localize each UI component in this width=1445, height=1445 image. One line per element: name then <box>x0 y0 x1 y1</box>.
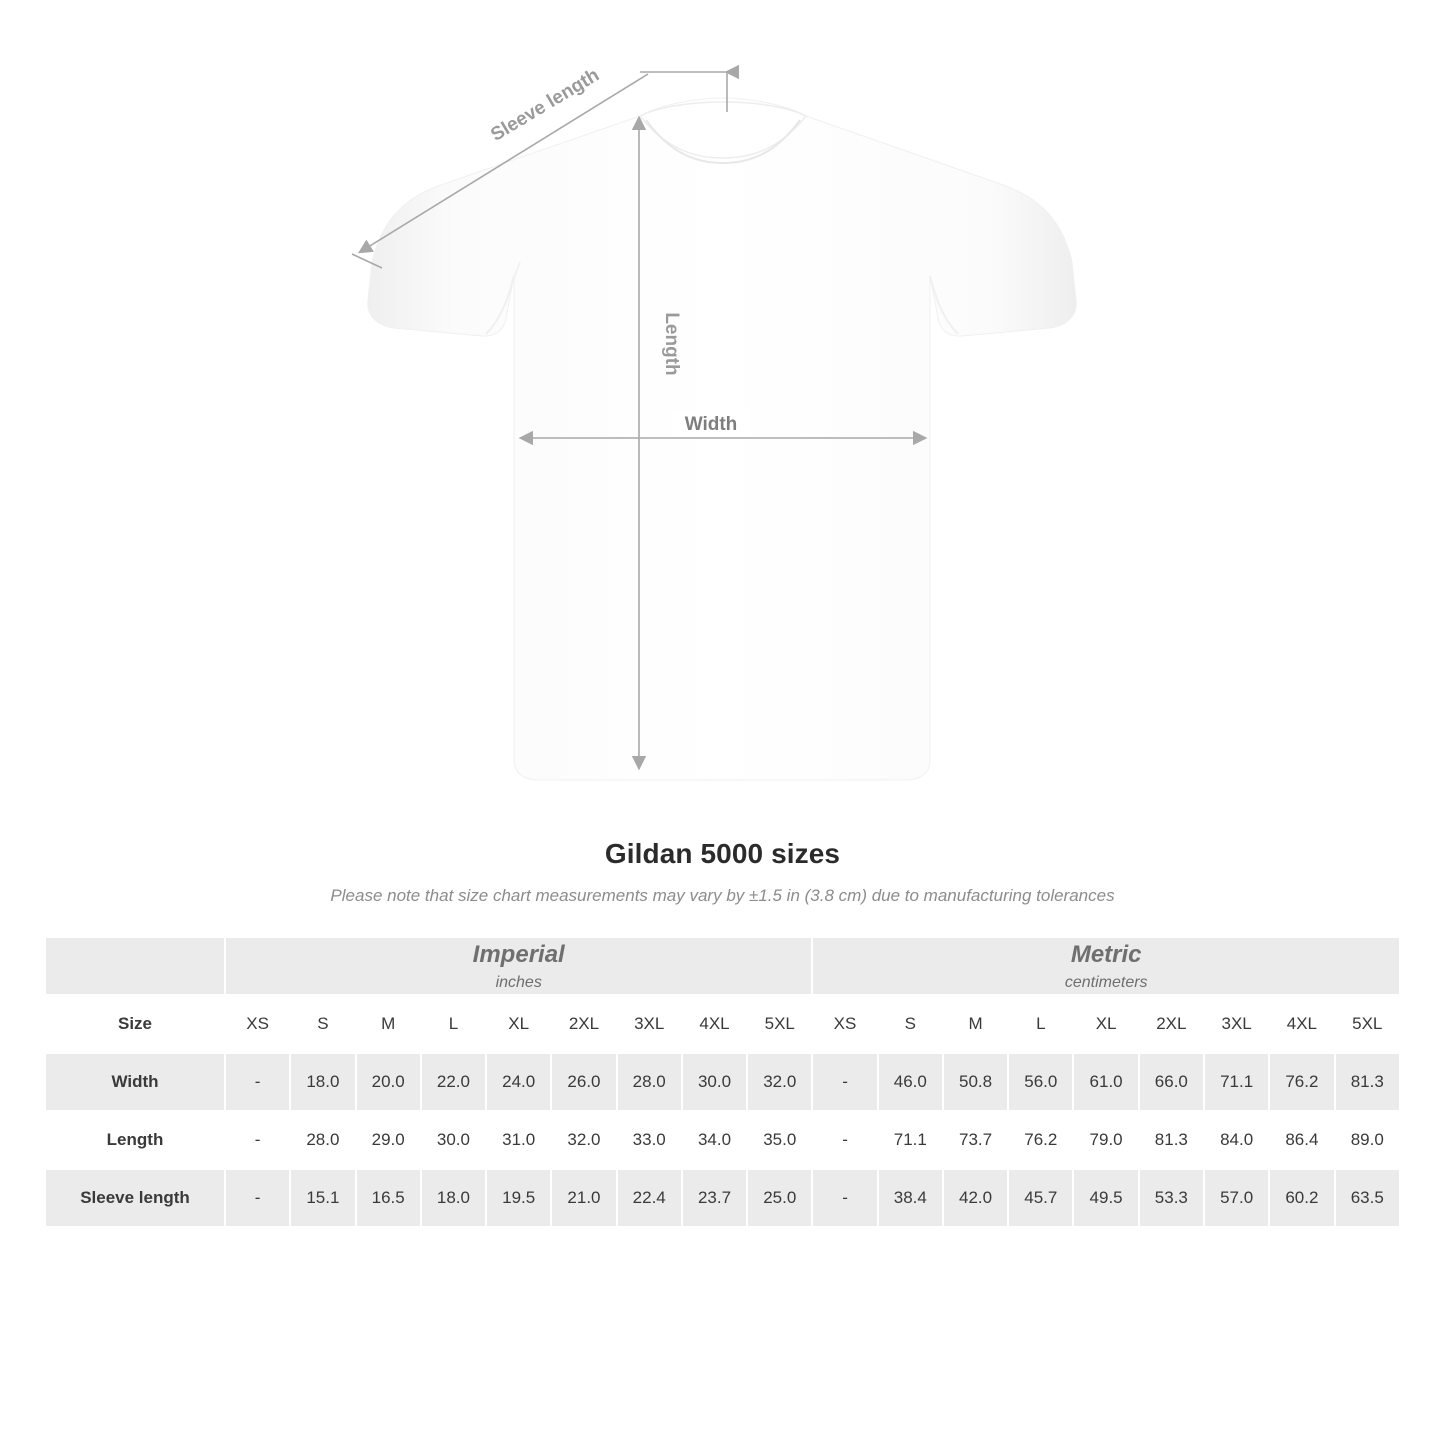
cell-width-imperial-l: 22.0 <box>421 1053 486 1111</box>
size-header-metric-4xl: 4XL <box>1269 995 1334 1053</box>
cell-width-metric-xl: 61.0 <box>1073 1053 1138 1111</box>
cell-sleeve-length-imperial-l: 18.0 <box>421 1169 486 1227</box>
cell-length-imperial-s: 28.0 <box>290 1111 355 1169</box>
cell-width-imperial-s: 18.0 <box>290 1053 355 1111</box>
unit-group-name: Imperial <box>472 941 565 968</box>
page-title: Gildan 5000 sizes <box>604 838 841 869</box>
table-row <box>45 1169 1400 1227</box>
cell-width-metric-5xl: 81.3 <box>1335 1053 1400 1111</box>
cell-length-metric-m: 73.7 <box>943 1111 1008 1169</box>
cell-length-metric-4xl: 86.4 <box>1269 1111 1334 1169</box>
size-table-container <box>44 936 1401 1228</box>
cell-sleeve-length-imperial-s: 15.1 <box>290 1169 355 1227</box>
cell-sleeve-length-imperial-4xl: 23.7 <box>682 1169 747 1227</box>
unit-group-metric <box>812 937 1400 995</box>
row-label-length: Length <box>45 1111 225 1169</box>
size-header-metric-l: L <box>1008 995 1073 1053</box>
cell-sleeve-length-imperial-3xl: 22.4 <box>617 1169 682 1227</box>
cell-length-imperial-3xl: 33.0 <box>617 1111 682 1169</box>
cell-width-imperial-m: 20.0 <box>356 1053 421 1111</box>
size-header-imperial-xs: XS <box>225 995 290 1053</box>
unit-group-sub: centimeters <box>1064 974 1148 991</box>
cell-sleeve-length-metric-xl: 49.5 <box>1073 1169 1138 1227</box>
size-header-imperial-s: S <box>290 995 355 1053</box>
cell-sleeve-length-metric-m: 42.0 <box>943 1169 1008 1227</box>
unit-group-name: Metric <box>1070 941 1142 968</box>
cell-length-imperial-5xl: 35.0 <box>747 1111 812 1169</box>
cell-sleeve-length-imperial-xl: 19.5 <box>486 1169 551 1227</box>
cell-sleeve-length-metric-3xl: 57.0 <box>1204 1169 1269 1227</box>
cell-width-metric-2xl: 66.0 <box>1139 1053 1204 1111</box>
cell-sleeve-length-metric-4xl: 60.2 <box>1269 1169 1334 1227</box>
cell-width-metric-l: 56.0 <box>1008 1053 1073 1111</box>
cell-length-imperial-4xl: 34.0 <box>682 1111 747 1169</box>
cell-width-imperial-2xl: 26.0 <box>551 1053 616 1111</box>
cell-width-imperial-xs: - <box>225 1053 290 1111</box>
size-header-metric-5xl: 5XL <box>1335 995 1400 1053</box>
cell-length-metric-s: 71.1 <box>878 1111 943 1169</box>
size-header-imperial-4xl: 4XL <box>682 995 747 1053</box>
cell-sleeve-length-imperial-2xl: 21.0 <box>551 1169 616 1227</box>
cell-sleeve-length-metric-2xl: 53.3 <box>1139 1169 1204 1227</box>
row-label-sleeve-length: Sleeve length <box>45 1169 225 1227</box>
width-label: Width <box>684 414 738 435</box>
cell-length-imperial-m: 29.0 <box>356 1111 421 1169</box>
cell-width-metric-4xl: 76.2 <box>1269 1053 1334 1111</box>
size-header-imperial-3xl: 3XL <box>617 995 682 1053</box>
cell-width-imperial-xl: 24.0 <box>486 1053 551 1111</box>
cell-length-metric-xl: 79.0 <box>1073 1111 1138 1169</box>
cell-sleeve-length-metric-5xl: 63.5 <box>1335 1169 1400 1227</box>
cell-sleeve-length-metric-xs: - <box>812 1169 877 1227</box>
size-header-imperial-2xl: 2XL <box>551 995 616 1053</box>
unit-group-row <box>45 937 1400 995</box>
cell-length-metric-2xl: 81.3 <box>1139 1111 1204 1169</box>
table-row <box>45 1053 1400 1111</box>
cell-width-metric-m: 50.8 <box>943 1053 1008 1111</box>
cell-length-metric-3xl: 84.0 <box>1204 1111 1269 1169</box>
size-header-row <box>45 995 1400 1053</box>
size-header-imperial-l: L <box>421 995 486 1053</box>
title-block <box>0 838 1445 906</box>
row-label-width: Width <box>45 1053 225 1111</box>
size-table <box>44 936 1401 1228</box>
unit-group-imperial <box>225 937 812 995</box>
size-header-imperial-xl: XL <box>486 995 551 1053</box>
size-header-metric-xs: XS <box>812 995 877 1053</box>
cell-width-imperial-4xl: 30.0 <box>682 1053 747 1111</box>
cell-length-imperial-2xl: 32.0 <box>551 1111 616 1169</box>
cell-sleeve-length-metric-s: 38.4 <box>878 1169 943 1227</box>
cell-width-metric-xs: - <box>812 1053 877 1111</box>
length-label: Length <box>661 312 682 376</box>
size-header-label: Size <box>45 995 225 1053</box>
cell-length-imperial-xs: - <box>225 1111 290 1169</box>
cell-sleeve-length-metric-l: 45.7 <box>1008 1169 1073 1227</box>
cell-width-imperial-3xl: 28.0 <box>617 1053 682 1111</box>
size-header-metric-2xl: 2XL <box>1139 995 1204 1053</box>
size-header-metric-xl: XL <box>1073 995 1138 1053</box>
unit-row-corner <box>45 937 225 995</box>
cell-length-metric-5xl: 89.0 <box>1335 1111 1400 1169</box>
cell-sleeve-length-imperial-5xl: 25.0 <box>747 1169 812 1227</box>
size-header-metric-s: S <box>878 995 943 1053</box>
cell-length-metric-xs: - <box>812 1111 877 1169</box>
size-header-imperial-5xl: 5XL <box>747 995 812 1053</box>
cell-length-imperial-l: 30.0 <box>421 1111 486 1169</box>
tolerance-note: Please note that size chart measurements may vary by ±1.5 in (3.8 cm) due to manufacturing tolerances <box>330 886 1115 905</box>
size-header-metric-m: M <box>943 995 1008 1053</box>
unit-group-sub: inches <box>495 974 542 991</box>
sleeve-length-label: Sleeve length <box>487 64 604 146</box>
size-header-imperial-m: M <box>356 995 421 1053</box>
table-row <box>45 1111 1400 1169</box>
cell-width-metric-3xl: 71.1 <box>1204 1053 1269 1111</box>
cell-length-metric-l: 76.2 <box>1008 1111 1073 1169</box>
cell-sleeve-length-imperial-m: 16.5 <box>356 1169 421 1227</box>
tshirt-graphic <box>368 98 1076 780</box>
cell-length-imperial-xl: 31.0 <box>486 1111 551 1169</box>
cell-width-imperial-5xl: 32.0 <box>747 1053 812 1111</box>
cell-sleeve-length-imperial-xs: - <box>225 1169 290 1227</box>
size-header-metric-3xl: 3XL <box>1204 995 1269 1053</box>
cell-width-metric-s: 46.0 <box>878 1053 943 1111</box>
